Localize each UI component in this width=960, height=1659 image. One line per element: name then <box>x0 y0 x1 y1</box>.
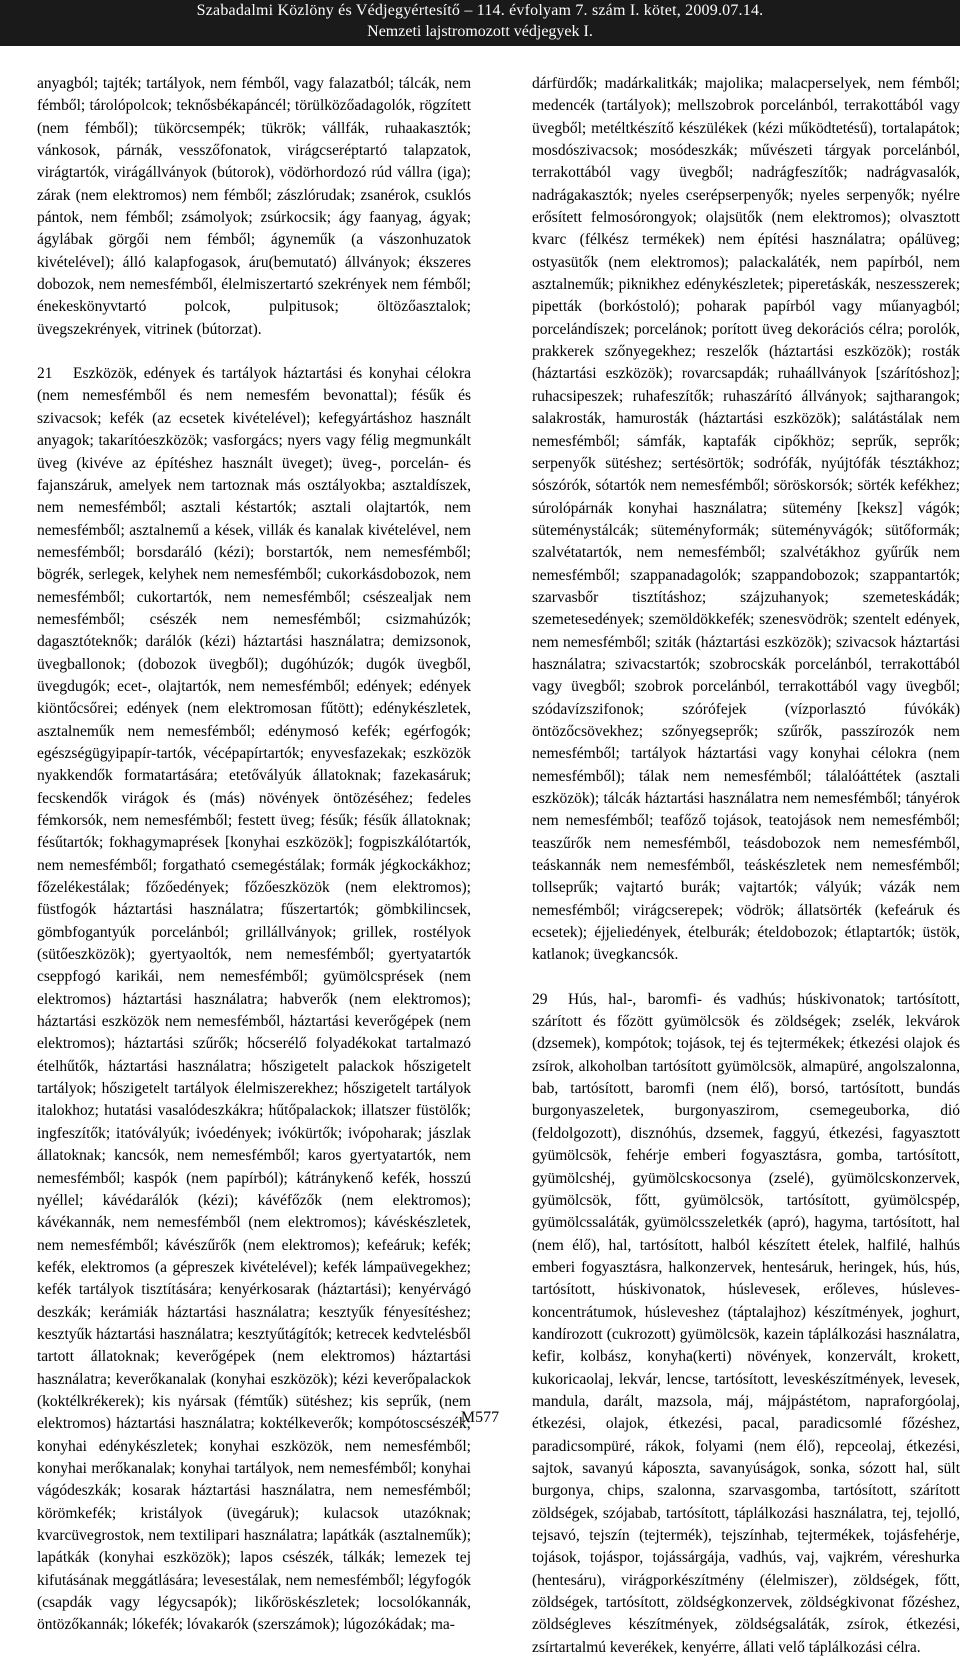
class-21-paragraph <box>37 363 471 1637</box>
class-number: 21 <box>37 365 53 383</box>
paragraph-text: Hús, hal-, baromfi- és vadhús; húskivonatok; tartósított, szárított és főzött gyümölcsök és zöldségek; zselék, lekvárok (dzsemek), kompótok; tojások, tej és tejtermékek; étkezési olajok és zsírok, alkoholban tartósított gyümölcsök, almapüré, angolszalonna, bab, tartósított, baromfi (nem élő), borsó, tartósított, bundás burgonyaszeletek, burgonyaszirom, csemegeuborka, dió (feldolgozott), disznóhús, dzsemek, faggyú, étkezési, fagyasztott gyümölcsök, fehérje emberi fogyasztásra, gomba, tartósított, gyümölcshéj, gyümölcskocsonya (zselé), gyümölcskonzervek, gyümölcsök, főtt, gyümölcsök, tartósított, gyümölcspép, gyümölcssaláták, gyümölcsszeletkék (apró), hagyma, tartósított, hal (nem élő), hal, tartósított, halból készített ételek, halfilé, halhús emberi fogyasztásra, halkonzervek, hentesáruk, heringek, hús, hús, tartósított, húskivonatok, húslevesek, erőleves, húsleves-koncentrátumok, húsleveshez (táptalajhoz) készítmények, joghurt, kandírozott (cukrozott) gyümölcsök, kazein táplálkozási használatra, kefir, kolbász, konyha(kerti) növények, konzervált, krokett, kukoricaolaj, lekvár, lencse, tartósított, leveskészítmények, levesek, mandula, darált, mazsola, máj, májpástétom, napraforgóolaj, étkezési, olajok, étkezési, pacal, paradicsomlé főzéshez, paradicsompüré, rákok, folyami (nem élő), repceolaj, étkezési, sajtok, savanyú káposzta, savanyúságok, sonka, sózott hal, sült burgonya, chips, szalonna, szarvasgomba, tartósított, szárított zöldségek, szójabab, tartósított, táplálkozási használatra, tej, tejolló, tejsavó, tejszín (tejtermék), tejszínhab, tejtermékek, tojásfehérje, tojások, tojáspor, tojássárgája, vadhús, vaj, vajkrém, véreshurka (hentesáru), virágporkészítmény (élelmiszer), zöldségek, főtt, zöldségek, tartósított, zöldségkonzervek, zöldségkivonat főzéshez, zöldségleves készítmények, zöldségsaláták, zsírok, étkezési, zsírtartalmú keverékek, kenyérre, állati velő táplálkozási célra. <box>532 990 960 1656</box>
paragraph-text: Eszközök, edények és tartályok háztartási és konyhai célokra (nem nemesfémből és nem nemesfém bevonattal); fésűk és szivacsok; kefék (az ecsetek kivételével); kefegyártáshoz használt anyagok; takarítóeszközök; vasforgács; nyers vagy félig megmunkált üveg (kivéve az építéshez használt üveget); üveg-, porcelán- és fajanszáruk, amelyek nem tartoznak más osztályokba; asztaldíszek, nem nemesfémből; asztali késtartók; asztali olajtartók, nem nemesfémből; asztalnemű a kések, villák és kanalak kivételével, nem nemesfémből; borsdaráló (kézi); borstartók, nem nemesfémből; bögrék, serlegek, kelyhek nem nemesfémből; cukorkásdobozok, nem nemesfémből; cukortartók, nem nemesfémből; csészealjak nem nemesfémből; csészék nem nemesfémből; csizmahúzók; dagasztóteknők; darálók (kézi) háztartási használatra; demizsonok, üvegballonok; (dobozok üvegből); dugóhúzók; dugók üvegből, üvegdugók; ecet-, olajtartók, nem nemesfémből; edények; edények kiöntőcsőrei; edények (nem elektromosan fűtött); edénykészletek, asztalneműk nem nemesfémből; edénymosó kefék; egérfogók; egészségügyipapír-tartók, vécépapírtartók; enyvesfazekak; eszközök nyakkendők formatartására; etetővályúk állatoknak; fazekasáruk; fecskendők virágok és (más) növények öntözéséhez; fedeles fémkorsók, nem nemesfémből; festett üveg; fésűk; fésűk állatoknak; fésűtartók; fokhagymaprések [konyhai eszközök]; fogpiszkálótartók, nem nemesfémből; forgatható csemegéstálak; formák jégkockákhoz; főzelékestálak; főzőedények; főzőeszközök (nem elektromos); füstfogók háztartási használatra; fűszertartók; gömbkilincsek, gömbfogantyúk porcelánból; grillállványok; grillek, rostélyok (sütőeszközök); gyertyaoltók, nem nemesfémből; gyertyatartók cseppfogó karikái, nem nemesfémből; gyümölcsprések (nem elektromos) háztartási használatra; habverők (nem elektromos); háztartási eszközök nem nemesfémből, háztartási keverőgépek (nem elektromos); háztartási szűrők; hőcserélő folyadékokat tartalmazó ételhűtők, háztartási használatra; hőszigetelt palackok hőszigetelt tartályok; hőszigetelt tartályok élelmiszerekhez; hőszigetelt tartályok italokhoz; hutatási vasalódeszkákra; hűtőpalackok; illatszer füstölők; ingfeszítők; itatóvályúk; ivóedények; ivókürtők; ivópoharak; jászlak állatoknak; kancsók, nem nemesfémből; karos gyertyatartók, nem nemesfémből; kaspók (nem papírból); kátránykenő kefék, hosszú nyéllel; kávédarálók (kézi); kávéfőzők (nem elektromos); kávékannák, nem nemesfémből (nem elektromos); kávéskészletek, nem nemesfémből; kávészűrők (nem elektromos); kefeáruk; kefék; kefék, elektromos (a gépreszek kivételével); kefék lámpaüvegekhez; kefék tartályok tisztítására; kenyérkosarak (háztartási); kenyérvágó deszkák; kerámiák háztartási használatra; kesztyűk fényesítéshez; kesztyűk háztartási használatra; kesztyűtágítók; ketrecek kedvtelésből tartott állatoknak; keverőgépek (nem elektromos) háztartási használatra; keverőkanalak (konyhai eszközök); kézi keverőpalackok (koktélkrékerek); kis nyársak (fémtűk) sütéshez; kis seprűk, (nem elektromos) háztartási használatra; koktélkeverők; kompótoscsészék; konyhai edénykészletek; konyhai eszközök, nem nemesfémből; konyhai merőkanalak; konyhai tartályok, nem nemesfémből; konyhai vágódeszkák; kosarak háztartási használatra, nem nemesfémből; körömkefék; kristályok (üvegáruk); kulacsok utazóknak; kvarcüvegrostok, nem textilipari használatra; lapátkák (asztalneműk); lapátkák (konyhai eszközök); lapos csészék, tálkák; lemezek tej kifutásának meggátlására; levesestálak, nem nemesfémből; légyfogók (csapdák vagy légycsapók); likőröskészletek; locsolókannák, öntözőkannák; lókefék; lóvakarók (szerszámok); lúgozókádak; ma- <box>37 365 471 1634</box>
class-29-paragraph <box>532 989 960 1659</box>
page-header <box>0 0 960 46</box>
journal-title: Szabadalmi Közlöny és Védjegyértesítő – 114. évfolyam 7. szám I. kötet, 2009.07.14. <box>196 2 764 19</box>
page-number: M577 <box>460 1409 500 1426</box>
class-number: 29 <box>532 990 548 1008</box>
goods-list-continuation <box>532 73 960 967</box>
goods-list-continuation <box>37 73 471 341</box>
right-column <box>532 73 960 1656</box>
section-title: Nemzeti lajstromozott védjegyek I. <box>367 23 593 40</box>
paragraph-text: anyagból; tajték; tartályok, nem fémből, vagy falazatból; tálcák, nem fémből; tárolópolcok; teknősbékapáncél; törülközőadagolók, rögzített (nem fémből); tükörcsempék; tükrök; vállfák, ruhaakasztók; vánkosok, párnák, vesszőfonatok, virágcseréptartó talapzatok, virágtartók, virágállványok (bútorok), vödörhordozó rúd vállra (iga); zárak (nem elektromos) nem fémből; zászlórudak; zsanérok, csuklós pántok, nem fémből; zsámolyok; zsúrkocsik; ágy faanyag, ágyak; ágylábak görgői nem fémből; ágyneműk (a vászonhuzatok kivételével); álló kalapfogasok, áru(bemutató) állványok; ékszeres dobozok, nem nemesfémből, élelmiszertartó szekrények nem fémből; énekeskönyvtartó polcok, pulpitusok; öltözőasztalok; üvegszekrények, vitrinek (bútorzat). <box>37 75 471 338</box>
paragraph-text: dárfürdők; madárkalitkák; majolika; malacperselyek, nem fémből; medencék (tartályok); mellszobrok porcelánból, terrakottából vagy üvegből; metéltkészítő készülékek (kézi működtetésű), tortalapátok; mosdószivacsok; mosódeszkák; művészeti tárgyak porcelánból, terrakottából vagy üvegből; nadrágfeszítők; nadrágvasalók, nadrágakasztók; nyeles cserépserpenyők; nyeles serpenyők; nyélre erősített felmosórongyok; olajsütők (nem elektromos); olvasztott kvarc (félkész termékek) nem építési használatra; opálüveg; ostyasütők (nem elektromos); palackaláték, nem papírból, nem asztalneműk; piknikhez edénykészletek; piperetáskák, neszesszerek; pipetták (borkóstoló); poharak papírból vagy műanyagból; porcelándíszek; porcelánok; porított üveg dekorációs célra; porolók, prakkerek szőnyegekhez; reszelők (háztartási eszközök); rosták (háztartási eszközök); rovarcsapdák; ruhaállványok [szárítóshoz]; ruhacsipeszek; ruhafeszítők; ruhaszárító állványok; sajtharangok; salakrosták, hamurosták (háztartási eszközök); salátástálak nem nemesfémből; sámfák, kaptafák cipőkhöz; seprűk, seprők; serpenyők sütéshez; sertésörtök; sodrófák, nyújtófák tésztákhoz; sószórók, sótartók nem nemesfémből; söröskorsók; sörték kefékhez; súrolópárnák konyhai használatra; sütemény [keksz] vágók; süteménystálcák; süteményformák; süteményvágók; sütőformák; szalvétatartók, nem nemesfémből; szalvétákhoz gyűrűk nem nemesfémből; szappanadagolók; szappandobozok; szappantartók; szarvasbőr tisztításhoz; szájzuhanyok; szemeteskádák; szemetesedények; szemöldökkefék; szenesvödrök; szentelt edények, nem nemesfémből; sziták (háztartási eszközök); szivacsok háztartási használatra; szivacstartók; szobrocskák porcelánból, terrakottából vagy üvegből; szobrok porcelánból, terrakottából vagy üvegből; szódavízszifonok; szórófejek (vízporlasztó fúvókák) öntözőcsövekhez; szőnyegseprők; szűrők, passzírozók nem nemesfémből; tartályok háztartási vagy konyhai célokra (nem nemesfémből); tálak nem nemesfémből; tálalóáttétek (asztali eszközök); tálcák háztartási használatra nem nemesfémből; tányérok nem nemesfémből; teafőző tojások, teatojások nem nemesfémből; teaszűrők nem nemesfémből, teásdobozok nem nemesfémből, teáskannák nem nemesfémből, teáskészletek nem nemesfémből; tollseprűk; vajtartó burák; vajtartók; vályúk; vázák nem nemesfémből; virágcserepek; vödrök; állatsörték (kefeáruk és ecsetek); éjjeliedények, ételburák; ételdobozok; étlaptartók; üstök, katlanok; üvegkancsók. <box>532 75 960 964</box>
left-column <box>37 73 471 1634</box>
